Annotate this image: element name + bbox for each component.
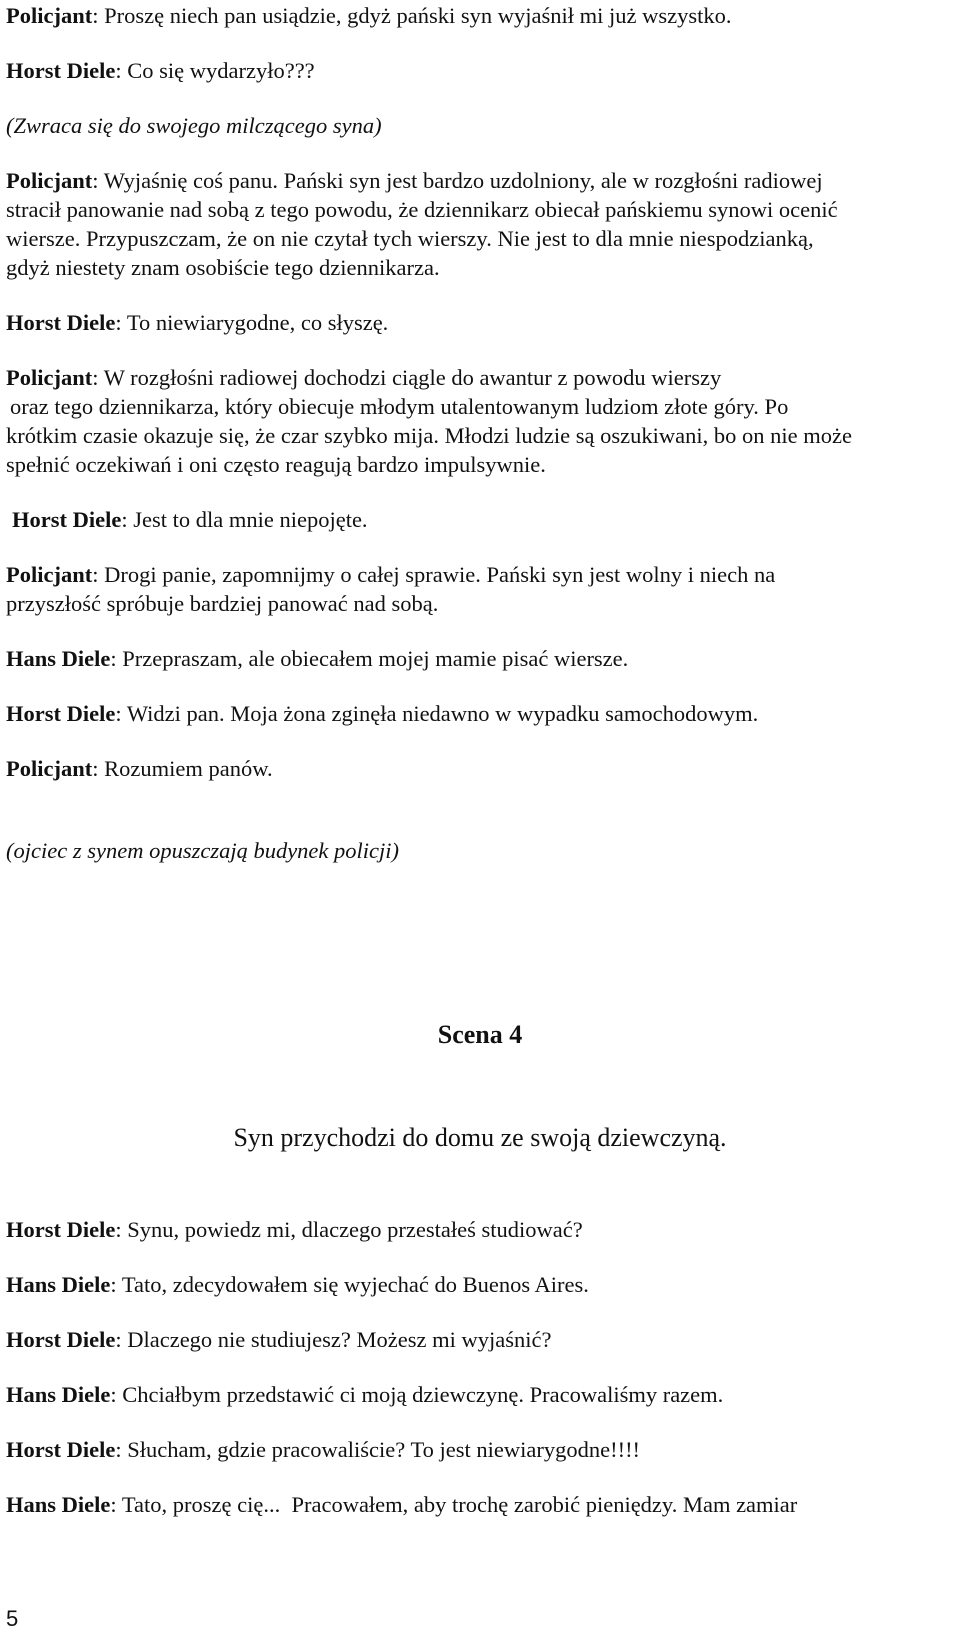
dialogue-text: Tato, proszę cię... Pracowałem, aby trochę zarobić pieniędzy. Mam zamiar <box>121 1492 798 1517</box>
dialogue-text: Dlaczego nie studiujesz? Możesz mi wyjaśnić? <box>127 1327 552 1352</box>
speaker-name: Hans Diele <box>6 646 111 671</box>
speaker-separator: : <box>115 310 127 335</box>
speaker-name: Policjant <box>6 756 93 781</box>
dialogue-text: Drogi panie, zapomnijmy o całej sprawie. Pański syn jest wolny i niech na <box>104 562 776 587</box>
dialogue-text: Przepraszam, ale obiecałem mojej mamie pisać wiersze. <box>122 646 629 671</box>
speaker-separator: : <box>110 1492 122 1517</box>
dialogue-text: gdyż niestety znam osobiście tego dziennikarza. <box>6 255 440 280</box>
speaker-separator: : <box>110 646 123 671</box>
dialogue-line <box>6 1491 797 1519</box>
speaker-separator: : <box>121 507 134 532</box>
speaker-separator: : <box>115 1327 128 1352</box>
speaker-name: Horst Diele <box>6 310 116 335</box>
speaker-separator: : <box>110 1382 123 1407</box>
speaker-name: Policjant <box>6 562 93 587</box>
dialogue-text: W rozgłośni radiowej dochodzi ciągle do awantur z powodu wierszy <box>103 365 722 390</box>
dialogue-line <box>6 561 775 589</box>
speaker-separator: : <box>92 756 105 781</box>
speaker-name: Policjant <box>6 365 93 390</box>
speaker-name: Policjant <box>6 168 93 193</box>
speaker-separator: : <box>92 562 105 587</box>
speaker-separator: : <box>115 58 128 83</box>
dialogue-line <box>6 309 388 337</box>
dialogue-text: stracił panowanie nad sobą z tego powodu, że dziennikarz obiecał pańskiemu synowi ocenić <box>6 197 838 222</box>
speaker-name: Policjant <box>6 3 93 28</box>
speaker-separator: : <box>92 365 104 390</box>
speaker-separator: : <box>115 1217 128 1242</box>
dialogue-text: krótkim czasie okazuje się, że czar szybko mija. Młodzi ludzie są oszukiwani, bo on nie może <box>6 423 852 448</box>
dialogue-text: wiersze. Przypuszczam, że on nie czytał tych wierszy. Nie jest to dla mnie niespodzianką, <box>6 226 814 251</box>
dialogue-line <box>6 645 628 673</box>
dialogue-text: Jest to dla mnie niepojęte. <box>133 507 368 532</box>
dialogue-line <box>6 1326 551 1354</box>
scene-subtitle: Syn przychodzi do domu ze swoją dziewczyną. <box>233 1123 727 1152</box>
dialogue-line <box>6 167 823 195</box>
speaker-separator: : <box>92 168 104 193</box>
dialogue-text: spełnić oczekiwań i oni często reagują bardzo impulsywnie. <box>6 452 546 477</box>
dialogue-text: Proszę niech pan usiądzie, gdyż pański syn wyjaśnił mi już wszystko. <box>104 3 732 28</box>
dialogue-text: Synu, powiedz mi, dlaczego przestałeś studiować? <box>127 1217 583 1242</box>
dialogue-text: Tato, zdecydowałem się wyjechać do Buenos Aires. <box>121 1272 589 1297</box>
speaker-separator: : <box>115 701 127 726</box>
speaker-name: Horst Diele <box>12 507 122 532</box>
dialogue-text: Co się wydarzyło??? <box>127 58 315 83</box>
page-number: 5 <box>6 1606 19 1631</box>
dialogue-line <box>6 57 315 85</box>
speaker-name: Horst Diele <box>6 1437 116 1462</box>
speaker-name: Hans Diele <box>6 1382 111 1407</box>
dialogue-line <box>6 700 758 728</box>
dialogue-line <box>12 506 368 534</box>
speaker-name: Horst Diele <box>6 1217 116 1242</box>
dialogue-line <box>6 1436 640 1464</box>
speaker-name: Horst Diele <box>6 1327 116 1352</box>
dialogue-line <box>6 2 732 30</box>
stage-direction: (Zwraca się do swojego milczącego syna) <box>6 113 382 138</box>
scene-title: Scena 4 <box>437 1020 523 1049</box>
dialogue-text: Chciałbym przedstawić ci moją dziewczynę. Pracowaliśmy razem. <box>122 1382 724 1407</box>
speaker-separator: : <box>110 1272 122 1297</box>
dialogue-text: Słucham, gdzie pracowaliście? To jest niewiarygodne!!!! <box>127 1437 641 1462</box>
speaker-separator: : <box>115 1437 128 1462</box>
dialogue-text: Wyjaśnię coś panu. Pański syn jest bardzo uzdolniony, ale w rozgłośni radiowej <box>103 168 823 193</box>
dialogue-text: Rozumiem panów. <box>104 756 273 781</box>
dialogue-text: przyszłość spróbuje bardziej panować nad sobą. <box>6 591 439 616</box>
speaker-name: Horst Diele <box>6 58 116 83</box>
dialogue-text: Widzi pan. Moja żona zginęła niedawno w wypadku samochodowym. <box>126 701 759 726</box>
dialogue-text: oraz tego dziennikarza, który obiecuje młodym utalentowanym ludziom złote góry. Po <box>10 394 789 419</box>
speaker-separator: : <box>92 3 105 28</box>
dialogue-line <box>6 1381 723 1409</box>
dialogue-line <box>6 1271 589 1299</box>
speaker-name: Hans Diele <box>6 1272 111 1297</box>
dialogue-line <box>6 1216 583 1244</box>
stage-direction: (ojciec z synem opuszczają budynek policji) <box>6 838 400 863</box>
dialogue-line <box>6 755 273 783</box>
dialogue-text: To niewiarygodne, co słyszę. <box>126 310 389 335</box>
dialogue-line <box>6 364 721 392</box>
speaker-name: Horst Diele <box>6 701 116 726</box>
speaker-name: Hans Diele <box>6 1492 111 1517</box>
